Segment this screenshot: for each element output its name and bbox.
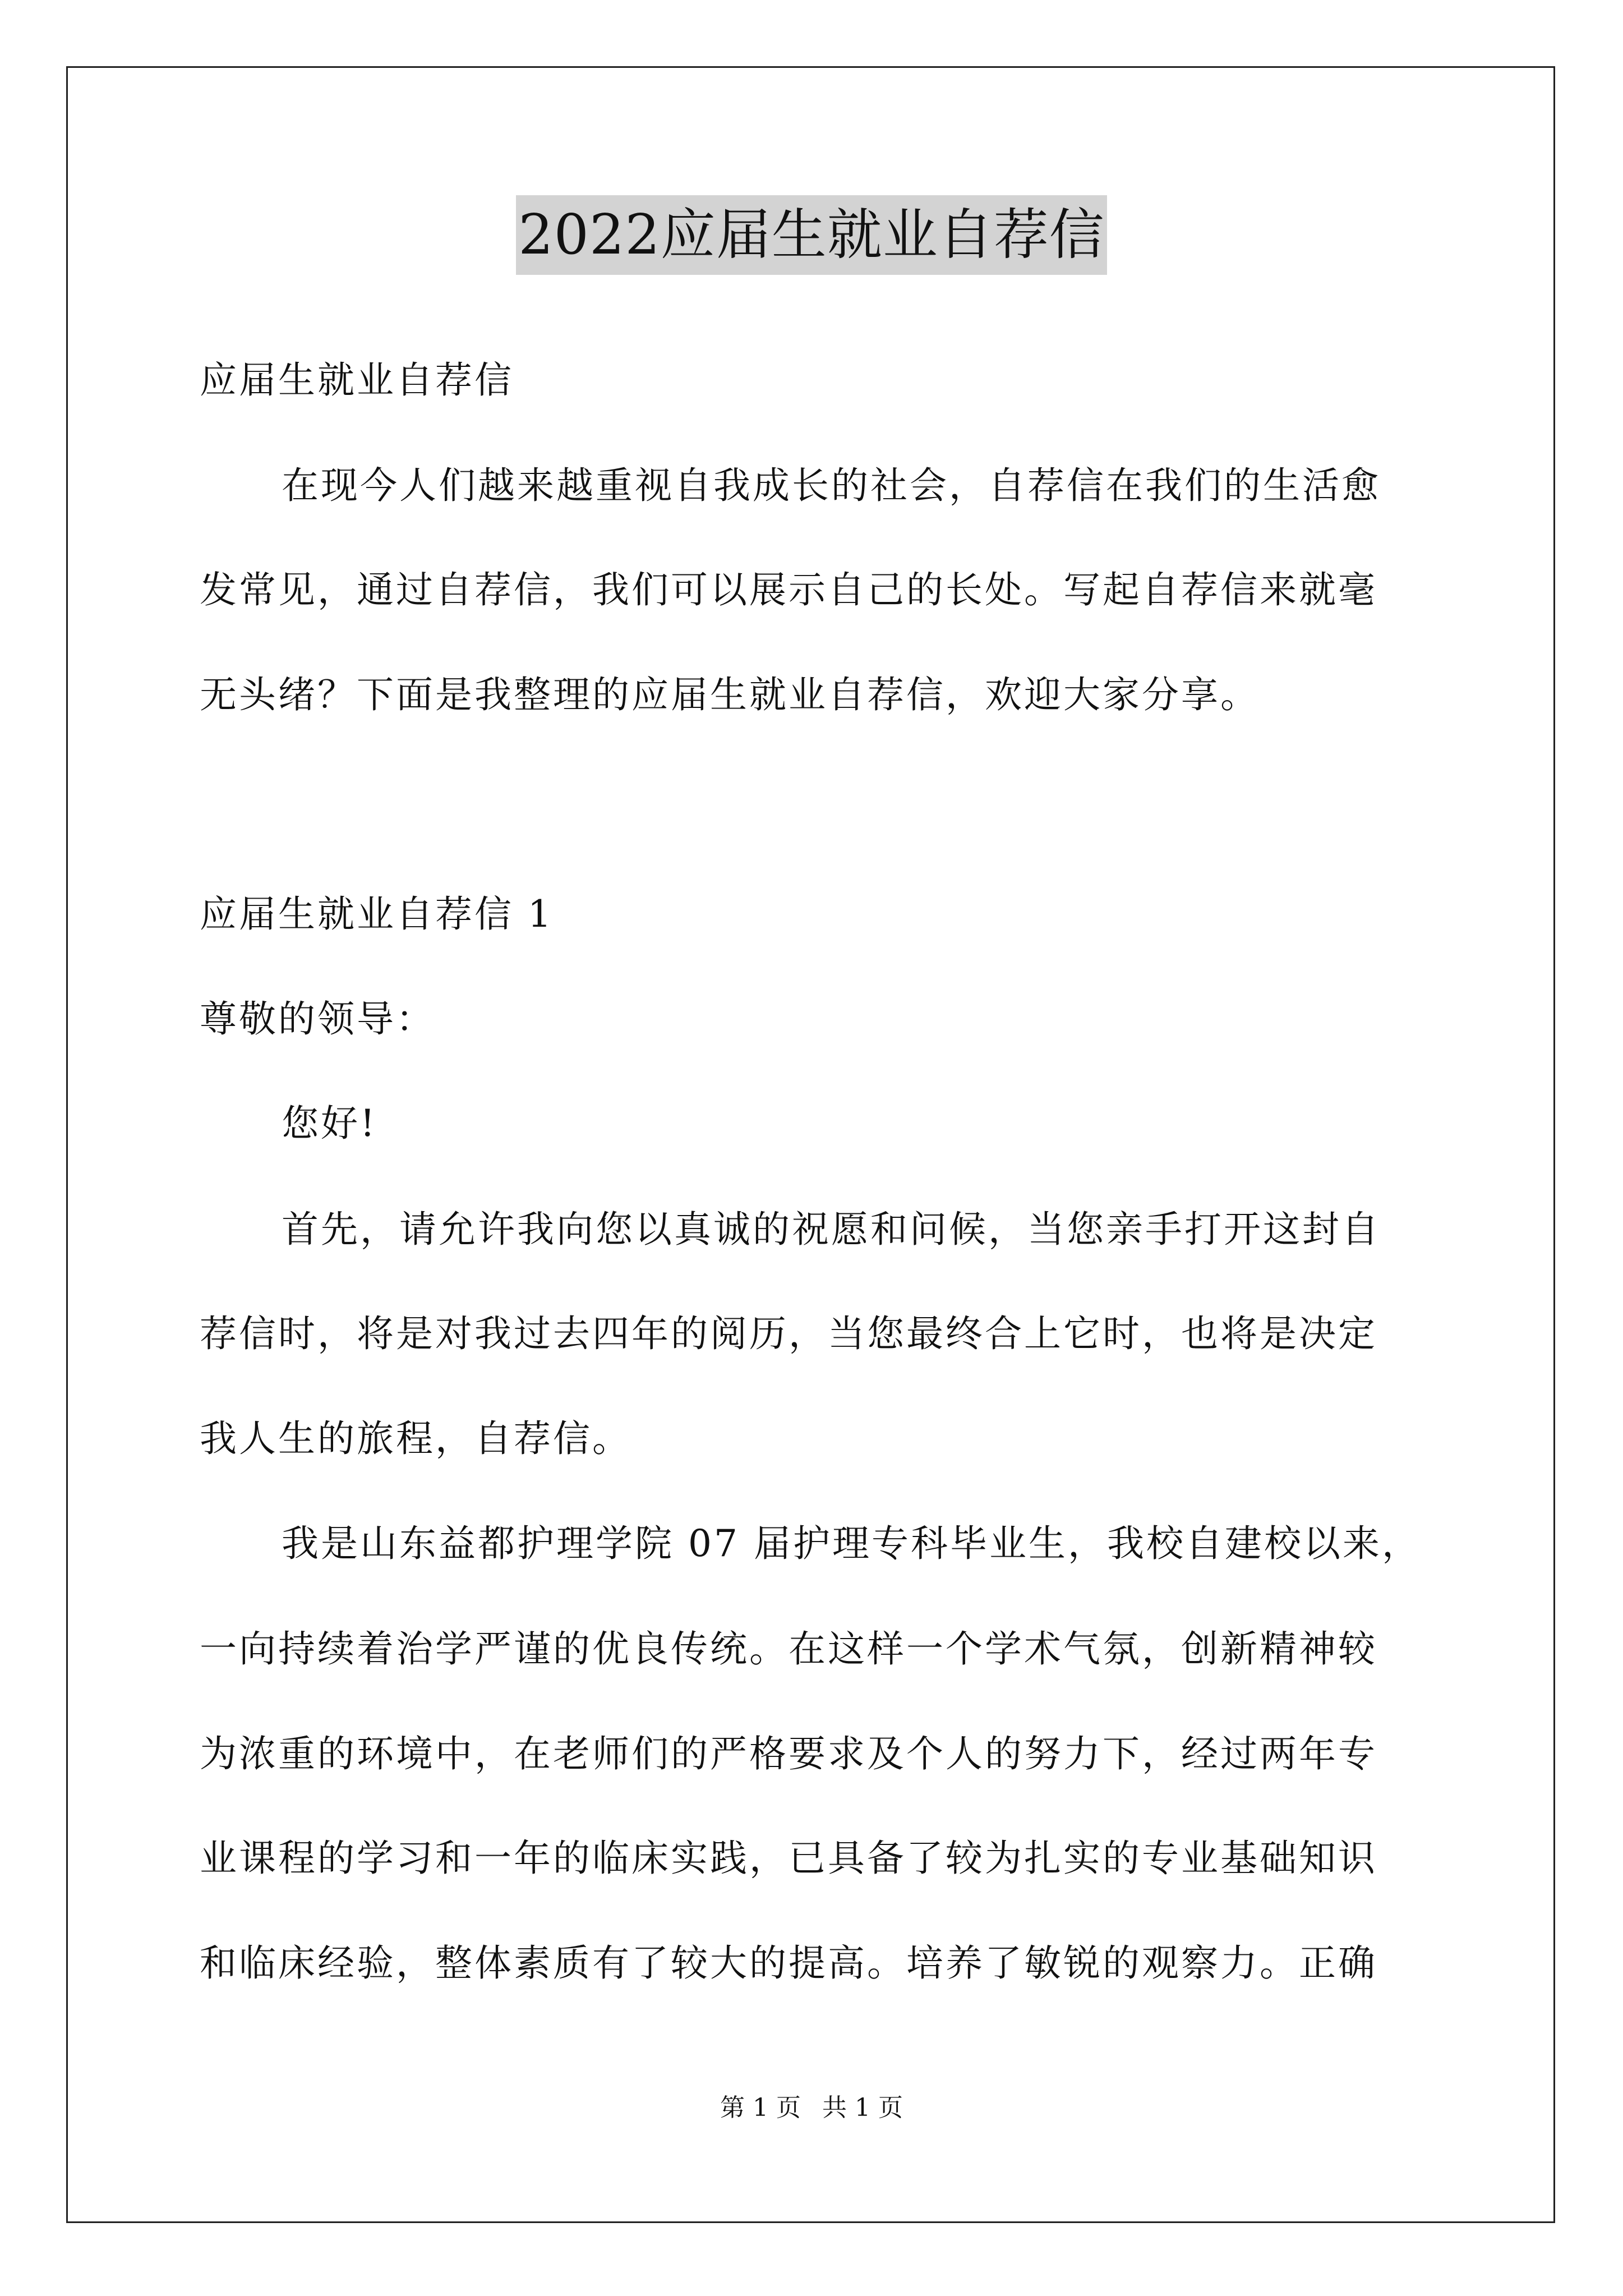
page-footer [0,2091,1623,2125]
intro-line-3: 无头绪？下面是我整理的应届生就业自荐信，欢迎大家分享。 [200,673,1260,716]
paragraph2-line-3: 为浓重的环境中，在老师们的严格要求及个人的努力下，经过两年专 [200,1732,1377,1775]
paragraph2-line-2: 一向持续着治学严谨的优良传统。在这样一个学术气氛，创新精神较 [200,1627,1377,1671]
paragraph1-line-2: 荐信时，将是对我过去四年的阅历，当您最终合上它时，也将是决定 [200,1312,1377,1355]
greeting: 您好! [282,1102,377,1145]
letter-heading: 应届生就业自荐信 1 [200,892,554,936]
paragraph2-line-5: 和临床经验，整体素质有了较大的提高。培养了敏锐的观察力。正确 [200,1941,1377,1985]
intro-line-2: 发常见，通过自荐信，我们可以展示自己的长处。写起自荐信来就毫 [200,568,1377,611]
paragraph2-line-1: 我是山东益都护理学院 07 届护理专科毕业生，我校自建校以来， [282,1522,1421,1565]
intro-line-1: 在现今人们越来越重视自我成长的社会，自荐信在我们的生活愈 [282,464,1381,507]
paragraph1-line-3: 我人生的旅程，自荐信。 [200,1417,631,1460]
document-subtitle: 应届生就业自荐信 [200,358,514,402]
paragraph1-line-1: 首先，请允许我向您以真诚的祝愿和问候，当您亲手打开这封自 [282,1208,1381,1251]
title-container [0,195,1623,275]
paragraph2-line-4: 业课程的学习和一年的临床实践，已具备了较为扎实的专业基础知识 [200,1837,1377,1880]
page-total: 共 1 页 [822,2093,903,2122]
document-title: 2022应届生就业自荐信 [516,195,1106,275]
page-number: 第 1 页 [720,2093,801,2122]
salutation: 尊敬的领导： [200,997,435,1041]
